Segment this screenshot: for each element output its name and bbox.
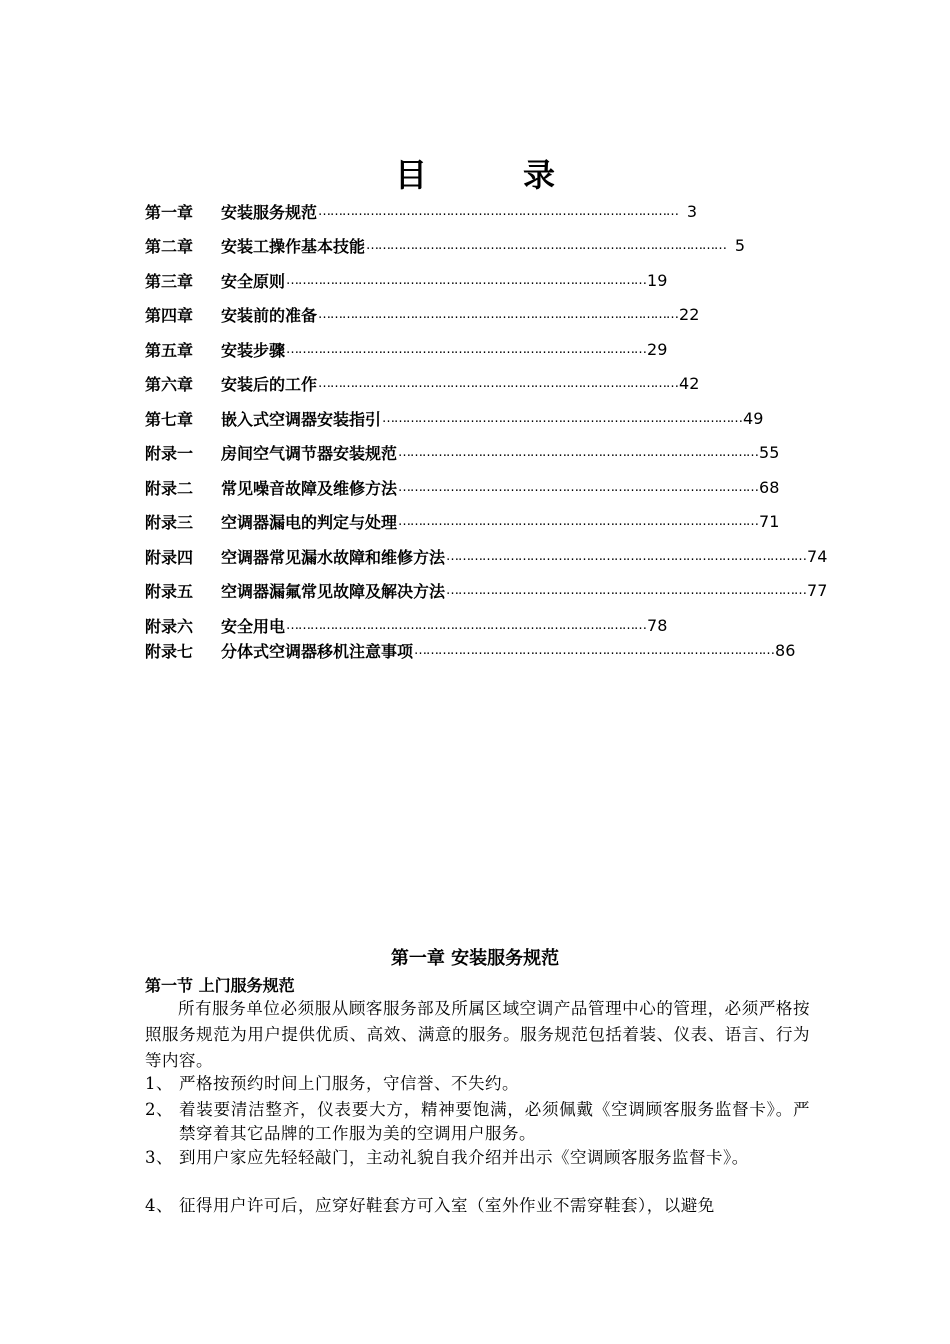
toc-leader: ……………………………………………………………………………… — [414, 642, 775, 658]
toc-entry-page: 86 — [775, 640, 796, 660]
toc-leader: ……………………………………………………………………………… — [446, 582, 807, 598]
toc-entry-name: 安全用电 — [221, 616, 286, 636]
toc-entry[interactable] — [145, 509, 780, 533]
toc-title-right: 录 — [523, 156, 556, 194]
toc-leader: ……………………………………………………………………………… — [366, 237, 727, 253]
toc-entry-chapter: 附录五 — [145, 581, 194, 601]
list-item — [145, 1146, 810, 1170]
toc-entry-name: 房间空气调节器安装规范 — [221, 443, 398, 463]
toc-entry[interactable] — [145, 337, 668, 361]
list-item-number: 2、 — [145, 1100, 173, 1119]
toc-entry-chapter: 第六章 — [145, 374, 194, 394]
toc-entry[interactable] — [145, 613, 668, 637]
toc-leader: ……………………………………………………………………………… — [318, 203, 679, 219]
toc-entry-name: 安装步骤 — [221, 340, 286, 360]
toc-entry-page: 78 — [647, 615, 668, 635]
toc-entry-name: 常见噪音故障及维修方法 — [221, 478, 398, 498]
toc-entry-name: 分体式空调器移机注意事项 — [221, 641, 414, 661]
toc-entry[interactable] — [145, 638, 796, 662]
toc-entry[interactable] — [145, 544, 828, 568]
toc-entry-name: 嵌入式空调器安装指引 — [221, 409, 382, 429]
toc-entry-name: 安全原则 — [221, 271, 286, 291]
toc-entry-chapter: 附录七 — [145, 641, 194, 661]
toc-entry-page: 49 — [743, 408, 764, 428]
toc-entry-name: 空调器漏电的判定与处理 — [221, 512, 398, 532]
toc-entry-chapter: 第五章 — [145, 340, 194, 360]
toc-leader: ……………………………………………………………………………… — [286, 617, 647, 633]
list-item — [145, 1072, 810, 1096]
toc-entry-chapter: 第四章 — [145, 305, 194, 325]
list-item-text: 到用户家应先轻轻敲门，主动礼貌自我介绍并出示《空调顾客服务监督卡》。 — [179, 1148, 749, 1167]
toc-entry-chapter: 附录三 — [145, 512, 194, 532]
chapter-heading: 第一章 安装服务规范 — [390, 948, 560, 969]
toc-entry-name: 安装工操作基本技能 — [221, 236, 366, 256]
toc-entry-chapter: 第三章 — [145, 271, 194, 291]
toc-entry-name: 安装服务规范 — [221, 202, 318, 222]
toc-entry-name: 空调器常见漏水故障和维修方法 — [221, 547, 446, 567]
toc-entry-page: 29 — [647, 339, 668, 359]
toc-entry-page: 68 — [759, 477, 780, 497]
toc-title-left: 目 — [394, 156, 427, 194]
toc-entry[interactable] — [145, 440, 780, 464]
list-item-text: 严格按预约时间上门服务，守信誉、不失约。 — [179, 1074, 519, 1093]
toc-leader: ……………………………………………………………………………… — [286, 341, 647, 357]
toc-leader: ……………………………………………………………………………… — [318, 306, 679, 322]
toc-title — [0, 150, 950, 196]
toc-entry-chapter: 附录一 — [145, 443, 194, 463]
toc-entry-page: 19 — [647, 270, 668, 290]
list-item — [145, 1098, 810, 1146]
toc-entry-page: 55 — [759, 442, 780, 462]
list-item-number: 4、 — [145, 1196, 173, 1215]
toc-leader: ……………………………………………………………………………… — [398, 479, 759, 495]
toc-entry-chapter: 附录六 — [145, 616, 194, 636]
toc-entry-name: 安装后的工作 — [221, 374, 318, 394]
list-item-number: 1、 — [145, 1074, 173, 1093]
toc-entry[interactable] — [145, 406, 764, 430]
toc-entry-chapter: 第一章 — [145, 202, 194, 222]
intro-paragraph: 所有服务单位必须服从顾客服务部及所属区域空调产品管理中心的管理，必须严格按照服务规范为用户提供优质、高效、满意的服务。服务规范包括着装、仪表、语言、行为等内容。 — [145, 999, 810, 1070]
toc-leader: ……………………………………………………………………………… — [398, 513, 759, 529]
toc-entry[interactable] — [145, 371, 700, 395]
toc-entry[interactable] — [145, 199, 698, 223]
list-item-text: 着装要清洁整齐，仪表要大方，精神要饱满，必须佩戴《空调顾客服务监督卡》。严禁穿着其它品牌的工作服为美的空调用户服务。 — [179, 1100, 810, 1143]
toc-entry-page: 77 — [807, 580, 828, 600]
toc-entry[interactable] — [145, 268, 668, 292]
toc-leader: ……………………………………………………………………………… — [382, 410, 743, 426]
section-heading: 第一节 上门服务规范 — [145, 976, 295, 995]
toc-entry-page: 3 — [686, 201, 698, 221]
toc-entry-page: 42 — [679, 373, 700, 393]
toc-entry-page: 71 — [759, 511, 780, 531]
toc-leader: ……………………………………………………………………………… — [286, 272, 647, 288]
toc-entry[interactable] — [145, 475, 780, 499]
toc-entry-chapter: 附录四 — [145, 547, 194, 567]
toc-leader: ……………………………………………………………………………… — [398, 444, 759, 460]
toc-entry-page: 22 — [679, 304, 700, 324]
toc-entry-page: 74 — [807, 546, 828, 566]
list-item-number: 3、 — [145, 1148, 173, 1167]
toc-leader: ……………………………………………………………………………… — [318, 375, 679, 391]
list-item — [145, 1194, 810, 1218]
toc-entry-page: 5 — [734, 235, 746, 255]
toc-entry-chapter: 第七章 — [145, 409, 194, 429]
toc-entry[interactable] — [145, 233, 746, 257]
toc-entry[interactable] — [145, 302, 700, 326]
toc-entry-chapter: 附录二 — [145, 478, 194, 498]
toc-leader: ……………………………………………………………………………… — [446, 548, 807, 564]
toc-entry-name: 安装前的准备 — [221, 305, 318, 325]
toc-entry[interactable] — [145, 578, 828, 602]
toc-entry-name: 空调器漏氟常见故障及解决方法 — [221, 581, 446, 601]
toc-entry-chapter: 第二章 — [145, 236, 194, 256]
list-item-text: 征得用户许可后，应穿好鞋套方可入室（室外作业不需穿鞋套），以避免 — [179, 1196, 715, 1215]
